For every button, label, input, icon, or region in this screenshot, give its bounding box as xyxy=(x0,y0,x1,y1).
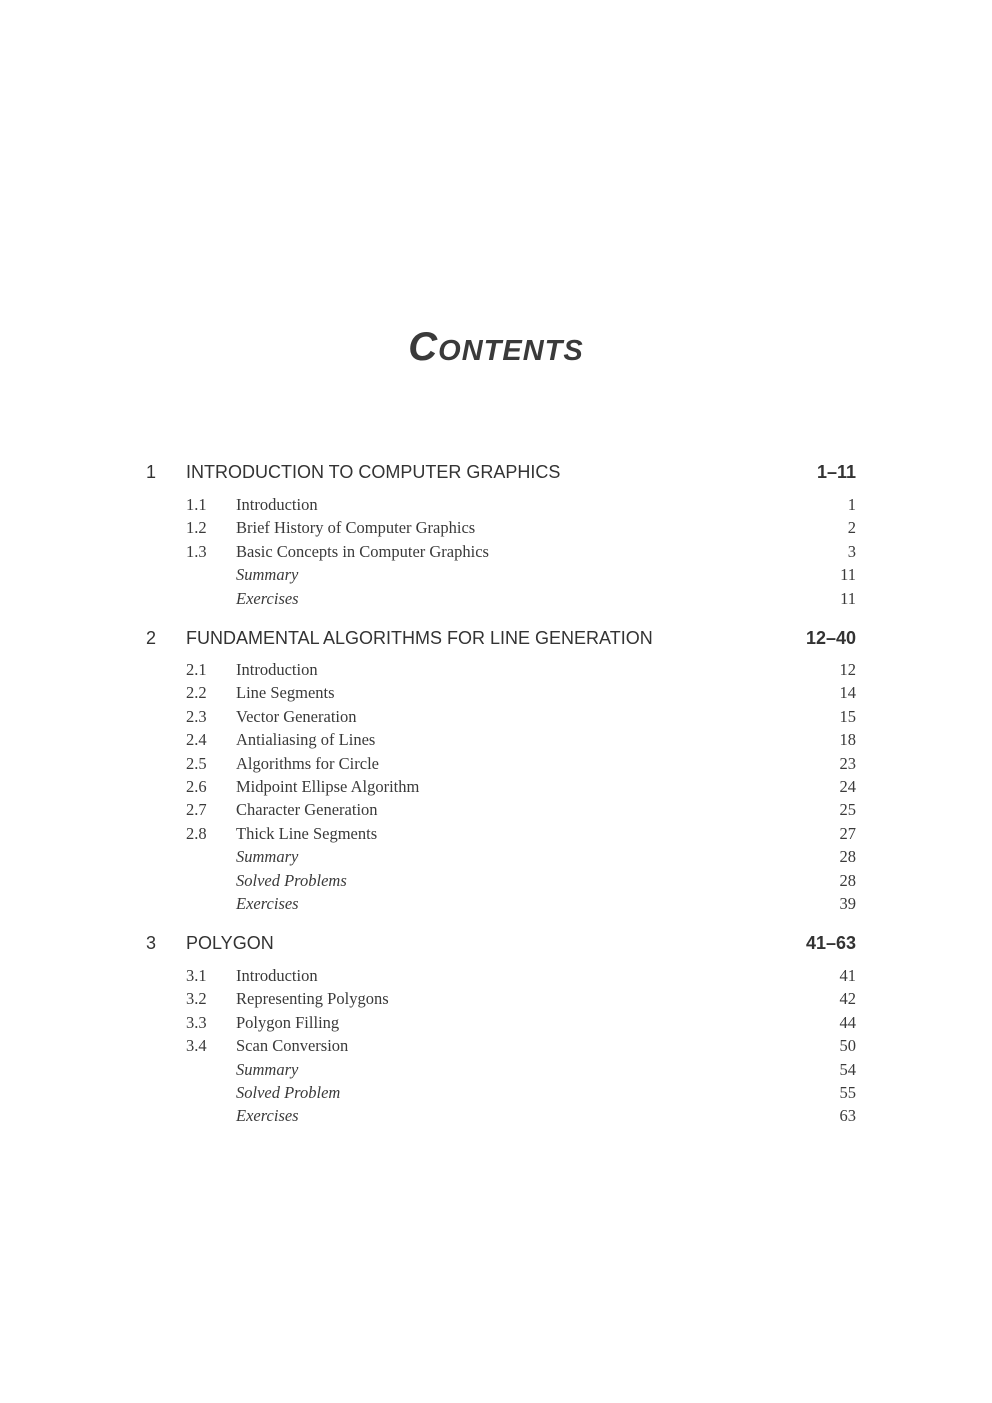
section-title[interactable]: Solved Problems xyxy=(236,870,347,890)
section-number: 2.3 xyxy=(186,706,207,726)
toc-back-matter-entry[interactable] xyxy=(0,870,992,892)
section-page-number: 55 xyxy=(839,1083,856,1102)
section-number: 3.2 xyxy=(186,989,207,1009)
toc-section-entry[interactable] xyxy=(0,706,992,728)
section-number: 2.5 xyxy=(186,753,207,773)
chapter-heading[interactable] xyxy=(0,460,992,484)
chapter-title[interactable]: FUNDAMENTAL ALGORITHMS FOR LINE GENERATION xyxy=(186,628,653,648)
section-page-number: 23 xyxy=(839,753,856,773)
section-title[interactable]: Character Generation xyxy=(236,800,378,820)
toc-section-entry[interactable] xyxy=(0,1012,992,1034)
chapter-number: 3 xyxy=(146,933,157,953)
chapter-number: 1 xyxy=(146,462,157,482)
section-title[interactable]: Introduction xyxy=(236,495,318,514)
section-number: 2.4 xyxy=(186,730,207,750)
section-title[interactable]: Midpoint Ellipse Algorithm xyxy=(236,777,420,796)
section-title[interactable]: Solved Problem xyxy=(236,1083,341,1102)
section-title[interactable]: Summary xyxy=(236,847,299,867)
section-page-number: 50 xyxy=(839,1036,856,1056)
page-title-rest: ONTENTS xyxy=(438,335,584,367)
section-page-number: 11 xyxy=(840,565,856,585)
section-page-number: 42 xyxy=(839,989,856,1009)
toc-section-entry[interactable] xyxy=(0,729,992,751)
chapter-heading[interactable] xyxy=(0,626,992,650)
section-title[interactable]: Brief History of Computer Graphics xyxy=(236,518,476,538)
toc-section-entry[interactable] xyxy=(0,659,992,681)
chapter-number: 2 xyxy=(146,628,157,648)
section-title[interactable]: Summary xyxy=(236,565,299,585)
section-page-number: 18 xyxy=(839,730,856,750)
toc-back-matter-entry[interactable] xyxy=(0,588,992,610)
section-page-number: 1 xyxy=(847,495,856,514)
section-number: 1.1 xyxy=(186,495,207,514)
section-title[interactable]: Line Segments xyxy=(236,683,335,703)
chapter-heading[interactable] xyxy=(0,931,992,955)
toc-section-entry[interactable] xyxy=(0,776,992,798)
toc-section-entry[interactable] xyxy=(0,823,992,845)
toc-section-entry[interactable] xyxy=(0,682,992,704)
section-page-number: 25 xyxy=(839,800,856,820)
section-number: 1.3 xyxy=(186,541,207,561)
section-title[interactable]: Vector Generation xyxy=(236,706,357,726)
section-title[interactable]: Polygon Filling xyxy=(236,1012,340,1032)
section-title[interactable]: Antialiasing of Lines xyxy=(236,730,376,750)
page-title-initial: C xyxy=(408,325,439,369)
section-title[interactable]: Exercises xyxy=(236,1106,299,1126)
section-number: 3.4 xyxy=(186,1036,207,1056)
chapter-title[interactable]: INTRODUCTION TO COMPUTER GRAPHICS xyxy=(186,462,561,482)
toc-section-entry[interactable] xyxy=(0,494,992,516)
section-title[interactable]: Thick Line Segments xyxy=(236,823,378,843)
toc-back-matter-entry[interactable] xyxy=(0,1105,992,1127)
section-number: 3.3 xyxy=(186,1012,207,1032)
section-number: 2.8 xyxy=(186,823,207,843)
section-title[interactable]: Scan Conversion xyxy=(236,1036,349,1056)
toc-section-entry[interactable] xyxy=(0,517,992,539)
section-page-number: 28 xyxy=(839,870,856,890)
page-title xyxy=(0,322,992,381)
section-page-number: 41 xyxy=(839,966,856,985)
section-number: 1.2 xyxy=(186,518,207,538)
section-page-number: 44 xyxy=(839,1012,856,1032)
chapter-page-range: 1–11 xyxy=(816,462,856,482)
section-title[interactable]: Representing Polygons xyxy=(236,989,389,1009)
section-title[interactable]: Basic Concepts in Computer Graphics xyxy=(236,541,489,561)
toc-back-matter-entry[interactable] xyxy=(0,564,992,586)
chapter-title[interactable]: POLYGON xyxy=(186,933,274,953)
toc-section-entry[interactable] xyxy=(0,541,992,563)
toc-back-matter-entry[interactable] xyxy=(0,1082,992,1104)
section-page-number: 24 xyxy=(839,777,856,796)
toc-back-matter-entry[interactable] xyxy=(0,846,992,868)
section-page-number: 12 xyxy=(839,660,856,679)
chapter-page-range: 12–40 xyxy=(805,628,856,648)
section-number: 2.6 xyxy=(186,777,207,796)
section-page-number: 15 xyxy=(839,706,856,726)
section-number: 3.1 xyxy=(186,966,207,985)
toc-back-matter-entry[interactable] xyxy=(0,893,992,915)
section-page-number: 54 xyxy=(839,1059,856,1079)
section-title[interactable]: Exercises xyxy=(236,894,299,913)
section-number: 2.7 xyxy=(186,800,207,820)
section-title[interactable]: Algorithms for Circle xyxy=(236,753,379,773)
section-page-number: 28 xyxy=(839,847,856,867)
section-page-number: 3 xyxy=(847,541,856,561)
section-page-number: 63 xyxy=(839,1106,856,1126)
section-title[interactable]: Introduction xyxy=(236,966,318,985)
section-page-number: 39 xyxy=(839,894,856,913)
toc-section-entry[interactable] xyxy=(0,988,992,1010)
section-page-number: 14 xyxy=(839,683,856,703)
section-page-number: 2 xyxy=(847,518,856,538)
section-number: 2.1 xyxy=(186,660,207,679)
section-number: 2.2 xyxy=(186,683,207,703)
section-title[interactable]: Introduction xyxy=(236,660,318,679)
toc-section-entry[interactable] xyxy=(0,753,992,775)
toc-section-entry[interactable] xyxy=(0,1035,992,1057)
section-title[interactable]: Summary xyxy=(236,1059,299,1079)
section-title[interactable]: Exercises xyxy=(236,588,299,608)
toc-section-entry[interactable] xyxy=(0,799,992,821)
toc-section-entry[interactable] xyxy=(0,965,992,987)
section-page-number: 11 xyxy=(840,588,856,608)
section-page-number: 27 xyxy=(839,823,856,843)
toc-back-matter-entry[interactable] xyxy=(0,1059,992,1081)
chapter-page-range: 41–63 xyxy=(805,933,856,953)
